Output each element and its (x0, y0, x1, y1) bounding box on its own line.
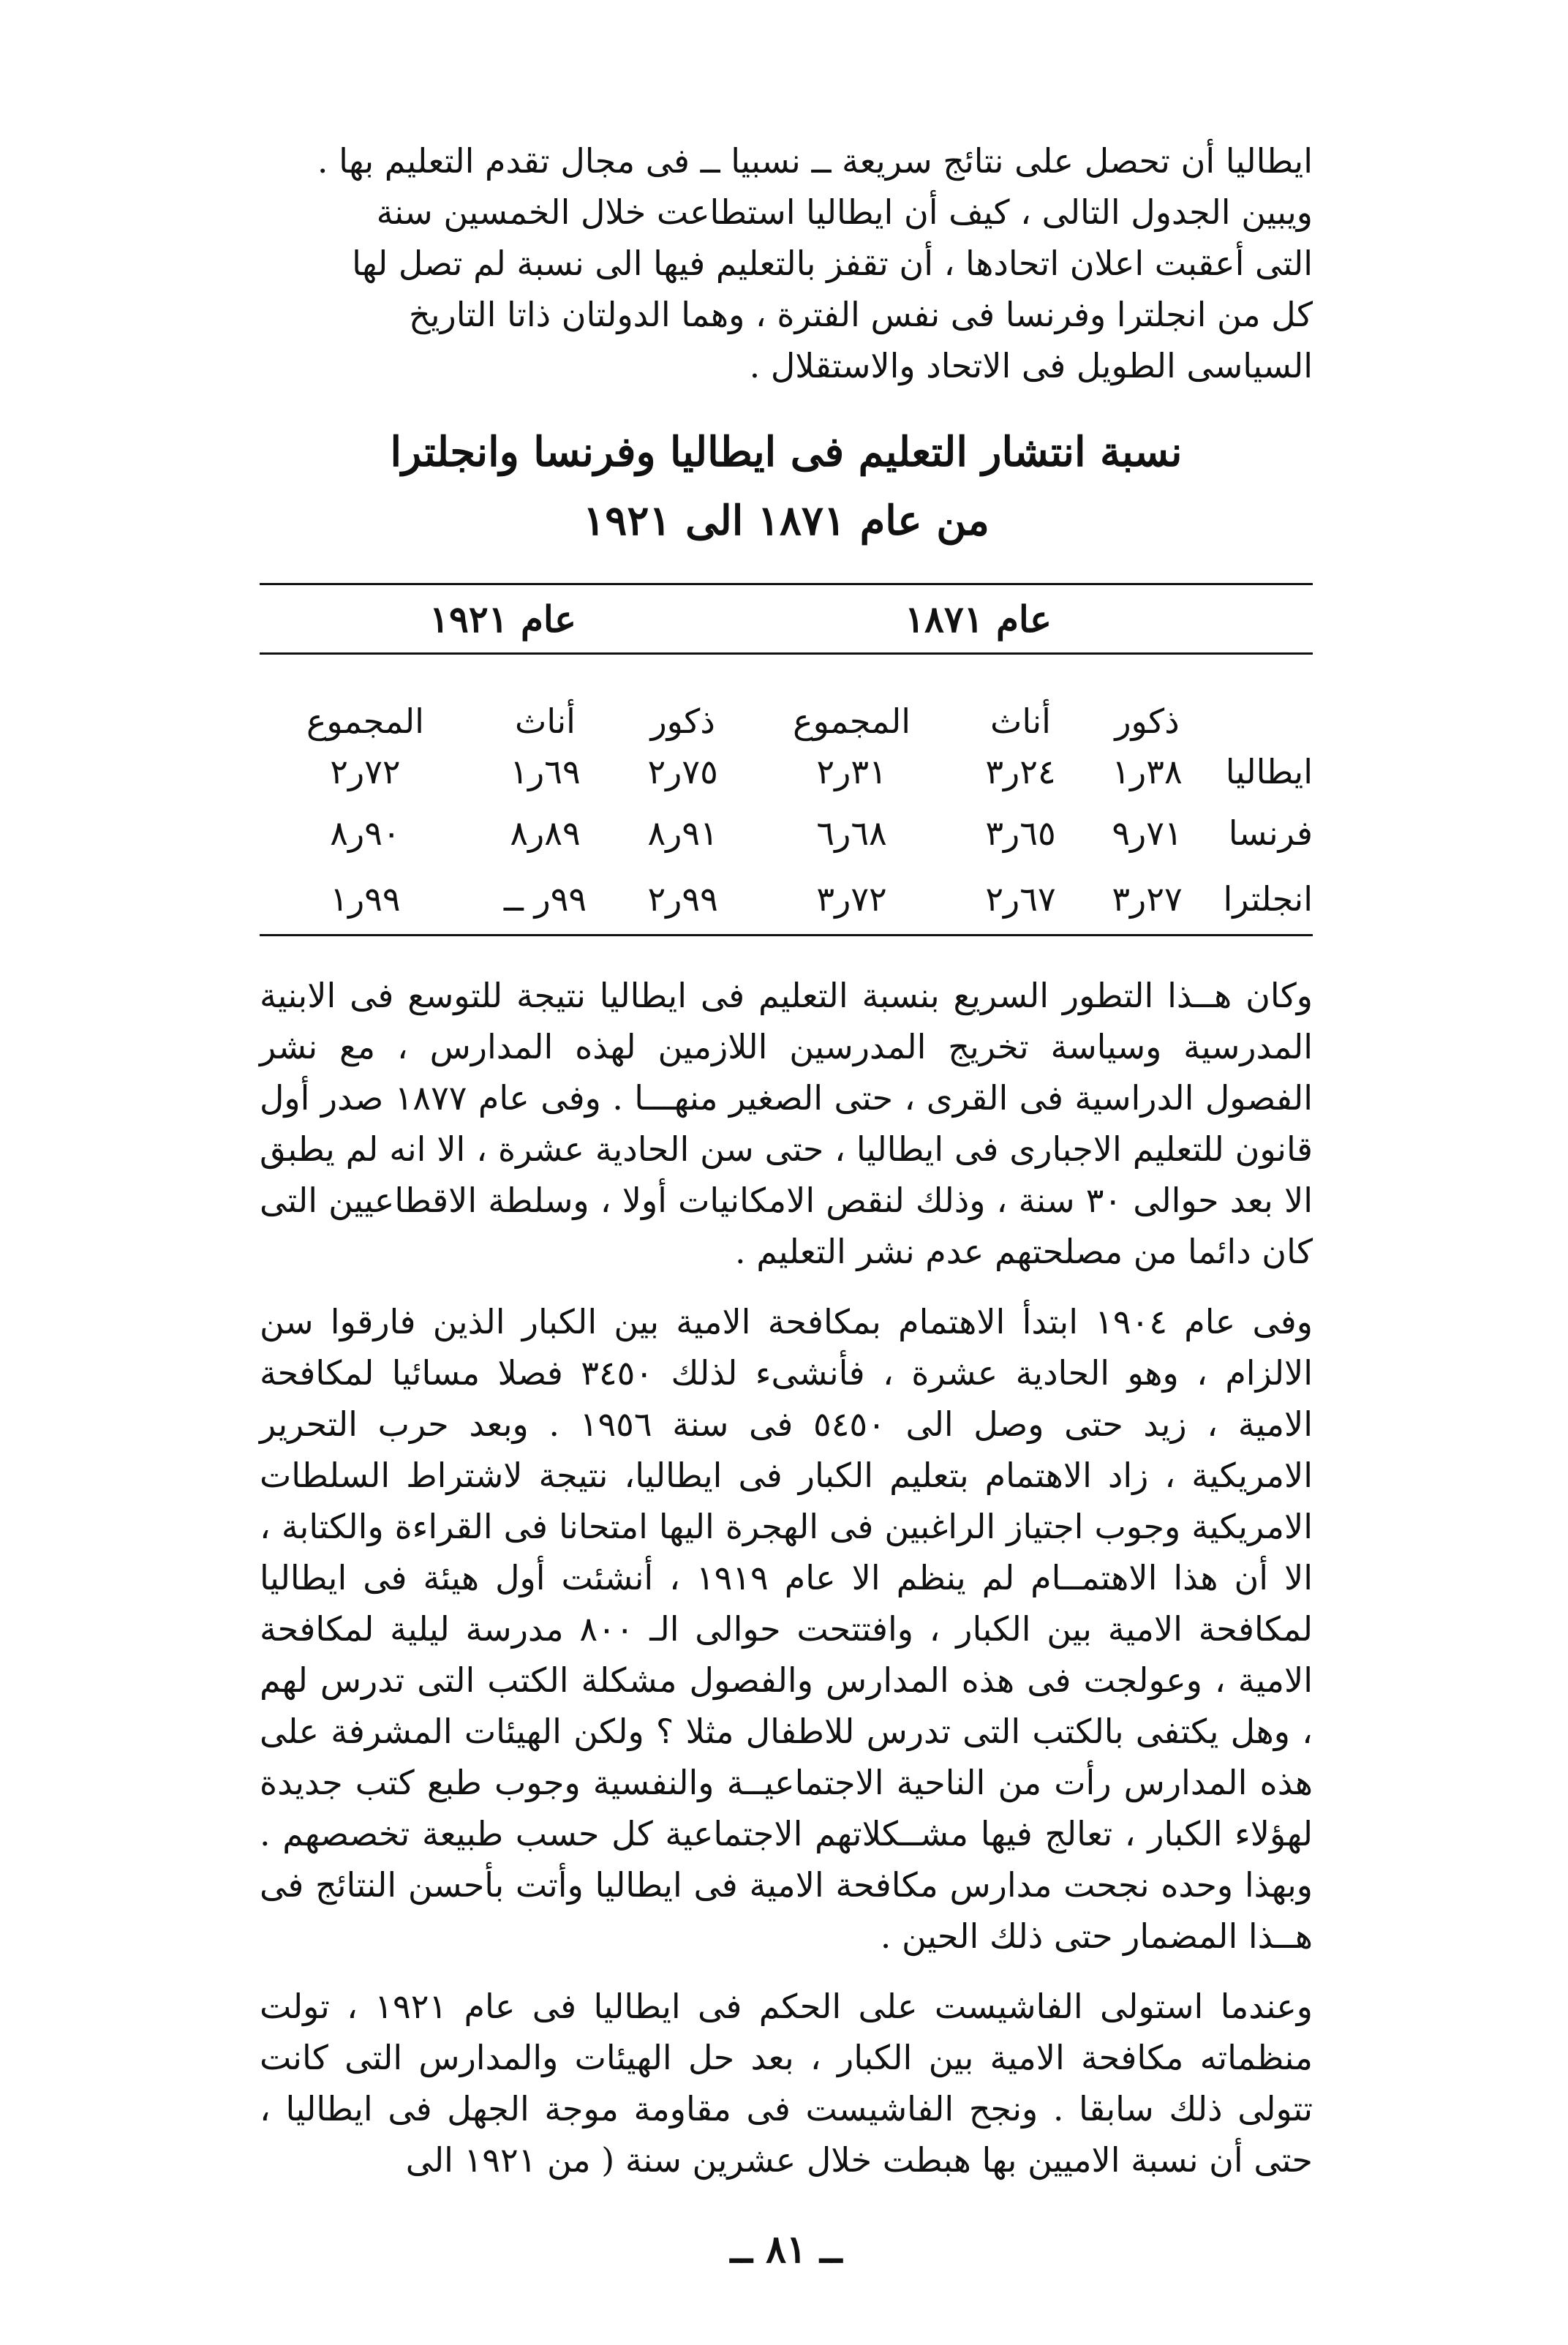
cell-total-1921: ٩٩ر١ (260, 864, 471, 936)
table-column-header-row (260, 654, 1313, 742)
year-1871-header: عام ١٨٧١ (746, 584, 1210, 654)
intro-line: التى أعقبت اعلان اتحادها ، أن تقفز بالتعليم فيها الى نسبة لم تصل لها (352, 244, 1313, 283)
intro-line: كل من انجلترا وفرنسا فى نفس الفترة ، وهما الدولتان ذاتا التاريخ (409, 295, 1313, 334)
cell-female-1921: ٩٩ر ــ (471, 864, 619, 936)
cell-total-1871: ٦٨ر٦ (816, 813, 887, 853)
intro-paragraph (260, 135, 1313, 391)
page-number: ــ ٨١ ــ (730, 2227, 843, 2272)
body-paragraph-3: وعندما استولى الفاشيست على الحكم فى ايطاليا فى عام ١٩٢١ ، تولت منظماته مكافحة الامية بين الكبار ، بعد حل الهيئات والمدارس التى كانت تتولى ذلك سابقا . ونجح الفاشيست فى مقاومة موجة الجهل فى ايطاليا ، حتى أن نسبة الاميين بها هبطت خلال عشرين سنة ( من ١٩٢١ الى (260, 1987, 1313, 2180)
cell-male-1871: ٣٨ر١ (1112, 752, 1183, 791)
cell-female-1871: ٦٧ر٢ (957, 864, 1084, 936)
body-paragraph-1: وكان هــذا التطور السريع بنسبة التعليم فى ايطاليا نتيجة للتوسع فى الابنية المدرسية وسياسة تخريج المدرسين اللازمين لهذه المدارس ، مع نشر الفصول الدراسية فى القرى ، حتى الصغير منهـــا . وفى عام ١٨٧٧ صدر أول قانون للتعليم الاجبارى فى ايطاليا ، حتى سن الحادية عشرة ، الا انه لم يطبق الا بعد حوالى ٣٠ سنة ، وذلك لنقص الامكانيات أولا ، وسلطة الاقطاعيين التى كان دائما من مصلحتهم عدم نشر التعليم . (260, 976, 1313, 1271)
cell-female-1921: ٦٩ر١ (510, 752, 581, 791)
table-row (260, 864, 1313, 936)
cell-total-1871: ٣١ر٢ (816, 752, 887, 791)
table-row (260, 741, 1313, 802)
cell-female-1871: ٦٥ر٣ (985, 813, 1056, 853)
intro-line: السياسى الطويل فى الاتحاد والاستقلال . (749, 346, 1313, 385)
cell-male-1921: ٩١ر٨ (647, 813, 718, 853)
column-header-male-1921: ذكور (650, 701, 715, 741)
table-row (260, 802, 1313, 864)
row-country: فرنسا (1228, 813, 1313, 853)
book-page (260, 135, 1313, 2293)
intro-line: ايطاليا أن تحصل على نتائج سريعة ــ نسبيا ــ فى مجال تقدم التعليم بها . (317, 141, 1313, 181)
cell-male-1871: ٢٧ر٣ (1084, 864, 1210, 936)
table-corner-cell (1210, 584, 1313, 654)
row-country: انجلترا (1210, 864, 1313, 936)
column-header-male-1871: ذكور (1115, 701, 1180, 741)
body-paragraph-2: وفى عام ١٩٠٤ ابتدأ الاهتمام بمكافحة الامية بين الكبار الذين فارقوا سن الالزام ، وهو الحادية عشرة ، فأنشىء لذلك ٣٤٥٠ فصلا مسائيا لمكافحة الامية ، زيد حتى وصل الى ٥٤٥٠ فى سنة ١٩٥٦ . وبعد حرب التحرير الامريكية ، زاد الاهتمام بتعليم الكبار فى ايطاليا، نتيجة لاشتراط السلطات الامريكية وجوب اجتياز الراغبين فى الهجرة اليها امتحانا فى القراءة والكتابة ، الا أن هذا الاهتمــام لم ينظم الا عام ١٩١٩ ، أنشئت أول هيئة فى ايطاليا لمكافحة الامية بين الكبار ، وافتتحت حوالى الـ ٨٠٠ مدرسة ليلية لمكافحة الامية ، وعولجت فى هذه المدارس والفصول مشكلة الكتب التى تدرس لهم ، وهل يكتفى بالكتب التى تدرس للاطفال مثلا ؟ ولكن الهيئات المشرفة على هذه المدارس رأت من الناحية الاجتماعيــة والنفسية وجوب طبع كتب جديدة لهؤلاء الكبار ، تعالج فيها مشــكلاتهم الاجتماعية كل حسب طبيعة تخصصهم . وبهذا وحده نجحت مدارس مكافحة الامية فى ايطاليا وأتت بأحسن النتائج فى هــذا المضمار حتى ذلك الحين . (260, 1302, 1313, 1956)
column-header-female-1871: أناث (990, 701, 1051, 741)
cell-total-1871: ٧٢ر٣ (746, 864, 957, 936)
table-corner-cell (1210, 654, 1313, 742)
cell-male-1921: ٩٩ر٢ (619, 864, 746, 936)
column-header-total-1921: المجموع (306, 701, 424, 741)
cell-male-1871: ٧١ر٩ (1112, 813, 1183, 853)
table-year-header-row (260, 584, 1313, 654)
cell-total-1921: ٧٢ر٢ (330, 752, 401, 791)
column-header-female-1921: أناث (515, 701, 576, 741)
row-country: ايطاليا (1225, 752, 1313, 791)
cell-female-1921: ٨٩ر٨ (510, 813, 581, 853)
intro-line: ويبين الجدول التالى ، كيف أن ايطاليا استطاعت خلال الخمسين سنة (376, 192, 1313, 232)
cell-total-1921: ٩٠ر٨ (330, 813, 401, 853)
year-1921-header: عام ١٩٢١ (260, 584, 746, 654)
cell-male-1921: ٧٥ر٢ (647, 752, 718, 791)
table-title: نسبة انتشار التعليم فى ايطاليا وفرنسا وانجلترا (390, 428, 1183, 476)
cell-female-1871: ٢٤ر٣ (985, 752, 1056, 791)
column-header-total-1871: المجموع (793, 701, 911, 741)
table-subtitle: من عام ١٨٧١ الى ١٩٢١ (583, 497, 990, 545)
body-text (260, 970, 1313, 2186)
literacy-table (260, 583, 1313, 936)
